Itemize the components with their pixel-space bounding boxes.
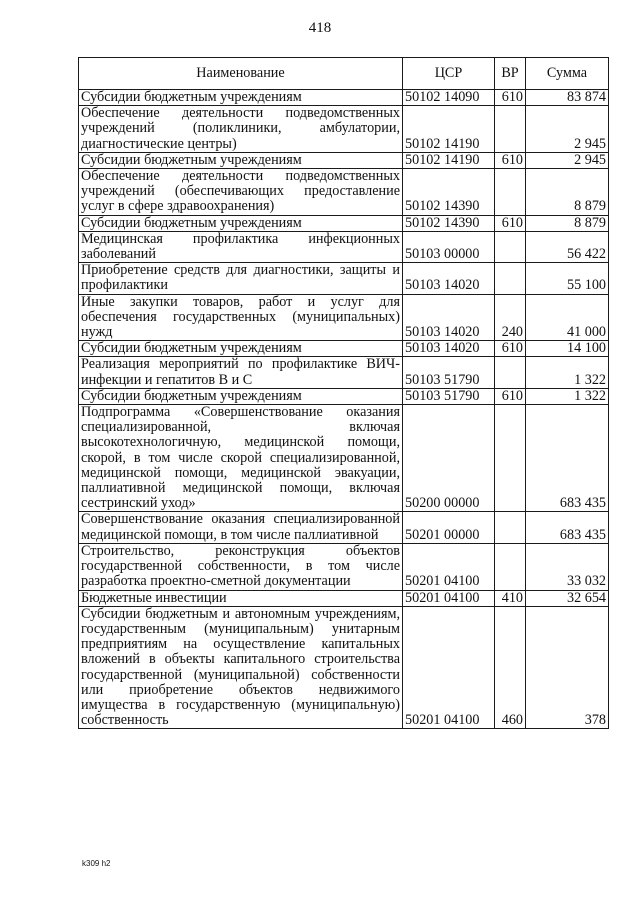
cell-csr: 50201 00000 [403,512,495,543]
cell-vr [495,357,526,388]
cell-vr [495,543,526,590]
cell-name: Субсидии бюджетным учреждениям [79,215,403,231]
header-csr: ЦСР [403,58,495,90]
cell-csr: 50103 00000 [403,231,495,262]
footer-code: k309 h2 [82,859,111,868]
cell-csr: 50201 04100 [403,543,495,590]
header-vr: ВР [495,58,526,90]
table-row [79,357,609,388]
cell-csr: 50102 14390 [403,215,495,231]
cell-vr: 240 [495,294,526,341]
cell-csr: 50102 14390 [403,169,495,216]
cell-name: Бюджетные инвестиции [79,590,403,606]
table-row [79,606,609,729]
cell-vr [495,263,526,294]
table-row [79,388,609,404]
cell-vr: 610 [495,388,526,404]
cell-csr: 50102 14190 [403,106,495,153]
cell-name: Строительство, реконструкция объектов государственной собственности, в том числе разработка проектно-сметной документации [79,543,403,590]
cell-vr [495,512,526,543]
cell-sum: 683 435 [526,512,609,543]
cell-sum: 1 322 [526,357,609,388]
cell-vr: 610 [495,90,526,106]
cell-name: Совершенствование оказания специализированной медицинской помощи, в том числе паллиативной [79,512,403,543]
cell-sum: 41 000 [526,294,609,341]
table-row [79,231,609,262]
cell-name: Субсидии бюджетным учреждениям [79,341,403,357]
cell-sum: 2 945 [526,106,609,153]
cell-name: Субсидии бюджетным и автономным учреждениям, государственным (муниципальным) унитарным предприятиям на осуществление капитальных вложений в объекты капитального строительства государственной (муниципальной) собственности или приобретение объектов недвижимого имущества в государственную (муниципальную) собственность [79,606,403,729]
table-row [79,294,609,341]
table-body [79,90,609,729]
cell-sum: 1 322 [526,388,609,404]
cell-csr: 50201 04100 [403,590,495,606]
cell-vr: 410 [495,590,526,606]
table-row [79,590,609,606]
cell-name: Обеспечение деятельности подведомственных учреждений (обеспечивающих предоставление услуг в сфере здравоохранения) [79,169,403,216]
cell-sum: 56 422 [526,231,609,262]
cell-csr: 50103 14020 [403,294,495,341]
table-row [79,405,609,512]
cell-csr: 50103 51790 [403,388,495,404]
cell-sum: 83 874 [526,90,609,106]
cell-name: Медицинская профилактика инфекционных заболеваний [79,231,403,262]
table-row [79,152,609,168]
header-sum: Сумма [526,58,609,90]
page-number: 418 [308,20,332,36]
table-row [79,263,609,294]
cell-csr: 50200 00000 [403,405,495,512]
cell-csr: 50103 14020 [403,263,495,294]
table-row [79,169,609,216]
cell-name: Реализация мероприятий по профилактике ВИЧ-инфекции и гепатитов В и С [79,357,403,388]
cell-vr: 460 [495,606,526,729]
header-name: Наименование [79,58,403,90]
table-row [79,341,609,357]
cell-name: Субсидии бюджетным учреждениям [79,388,403,404]
cell-sum: 683 435 [526,405,609,512]
cell-csr: 50102 14190 [403,152,495,168]
cell-sum: 378 [526,606,609,729]
cell-sum: 55 100 [526,263,609,294]
cell-csr: 50201 04100 [403,606,495,729]
table-row [79,106,609,153]
cell-name: Субсидии бюджетным учреждениям [79,152,403,168]
cell-name: Субсидии бюджетным учреждениям [79,90,403,106]
cell-csr: 50103 51790 [403,357,495,388]
cell-sum: 32 654 [526,590,609,606]
cell-vr [495,106,526,153]
cell-vr: 610 [495,215,526,231]
cell-name: Иные закупки товаров, работ и услуг для обеспечения государственных (муниципальных) нужд [79,294,403,341]
cell-sum: 33 032 [526,543,609,590]
cell-csr: 50103 14020 [403,341,495,357]
table-header-row [79,58,609,90]
table-row [79,90,609,106]
cell-name: Обеспечение деятельности подведомственных учреждений (поликлиники, амбулатории, диагностические центры) [79,106,403,153]
cell-vr [495,169,526,216]
cell-vr: 610 [495,341,526,357]
cell-name: Приобретение средств для диагностики, защиты и профилактики [79,263,403,294]
cell-name: Подпрограмма «Совершенствование оказания специализированной, включая высокотехнологичную, медицинской помощи, скорой, в том числе скорой специализированной, медицинской помощи, медицинской эвакуации, паллиативной медицинской помощи, включая сестринский уход» [79,405,403,512]
budget-table [78,57,609,729]
table-row [79,215,609,231]
cell-vr [495,231,526,262]
table-row [79,543,609,590]
cell-vr: 610 [495,152,526,168]
cell-sum: 2 945 [526,152,609,168]
cell-sum: 8 879 [526,169,609,216]
cell-csr: 50102 14090 [403,90,495,106]
table-row [79,512,609,543]
cell-sum: 14 100 [526,341,609,357]
cell-vr [495,405,526,512]
cell-sum: 8 879 [526,215,609,231]
